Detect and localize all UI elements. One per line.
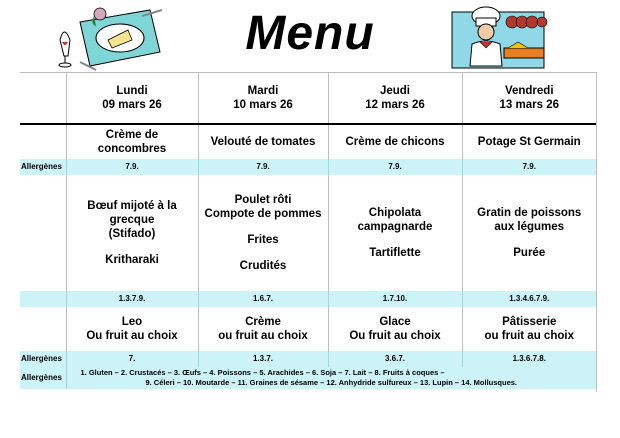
dinner-plate-clipart-icon [50,4,165,72]
dessert-jeudi: Glace Ou fruit au choix [328,307,462,351]
main-course-row [20,175,596,291]
allergen-value: 1.3.6.7.8. [462,351,596,367]
allergen-value: 7.9. [198,159,328,175]
allergen-value: 3.6.7. [328,351,462,367]
allergen-value: 1.3.7.9. [66,291,198,307]
allergen-value: 7.9. [462,159,596,175]
page-title: Menu [245,7,375,60]
main-allergens-row [20,291,596,307]
soup-mardi: Velouté de tomates [198,125,328,159]
soup-lundi: Crème de concombres [66,125,198,159]
dessert-row [20,307,596,351]
dessert-mardi: Crème ou fruit au choix [198,307,328,351]
dessert-allergens-row [20,351,596,367]
allergen-label: Allergènes [20,159,66,175]
day-jeudi: Jeudi 12 mars 26 [328,73,462,125]
dessert-vendredi: Pâtisserie ou fruit au choix [462,307,596,351]
allergen-label: Allergènes [20,367,66,389]
allergen-value: 1.3.7. [198,351,328,367]
dessert-lundi: Leo Ou fruit au choix [66,307,198,351]
day-lundi: Lundi 09 mars 26 [66,73,198,125]
chef-cooking-clipart-icon [448,4,548,70]
main-vendredi: Gratin de poissons aux légumes Purée [462,175,596,291]
main-mardi: Poulet rôti Compote de pommes Frites Crudités [198,175,328,291]
corner-cell [20,73,66,125]
allergen-value: 7.9. [328,159,462,175]
soup-jeudi: Crème de chicons [328,125,462,159]
allergen-value: 7.9. [66,159,198,175]
allergen-legend: 1. Gluten – 2. Crustacés – 3. Œufs – 4. Poissons – 5. Arachides – 6. Soja – 7. Lait – 8. Fruits à coques – 9. Céleri – 10. Moutarde – 11. Graines de sésame – 12. Anhydride sulfureux – 13. Lupin – 14. Mollusques. [66,367,596,389]
soup-vendredi: Potage St Germain [462,125,596,159]
day-mardi: Mardi 10 mars 26 [198,73,328,125]
main-lundi: Bœuf mijoté à la grecque (Stifado) Kritharaki [66,175,198,291]
allergen-value: 1.6.7. [198,291,328,307]
soup-row [20,125,596,159]
soup-allergens-row [20,159,596,175]
allergen-value: 1.3.4.6.7.9. [462,291,596,307]
day-header-row [20,73,596,125]
allergen-label: Allergènes [20,351,66,367]
allergen-legend-row [20,367,596,389]
main-jeudi: Chipolata campagnarde Tartiflette [328,175,462,291]
menu-table [20,72,596,389]
day-vendredi: Vendredi 13 mars 26 [462,73,596,125]
allergen-value: 7. [66,351,198,367]
allergen-value: 1.7.10. [328,291,462,307]
